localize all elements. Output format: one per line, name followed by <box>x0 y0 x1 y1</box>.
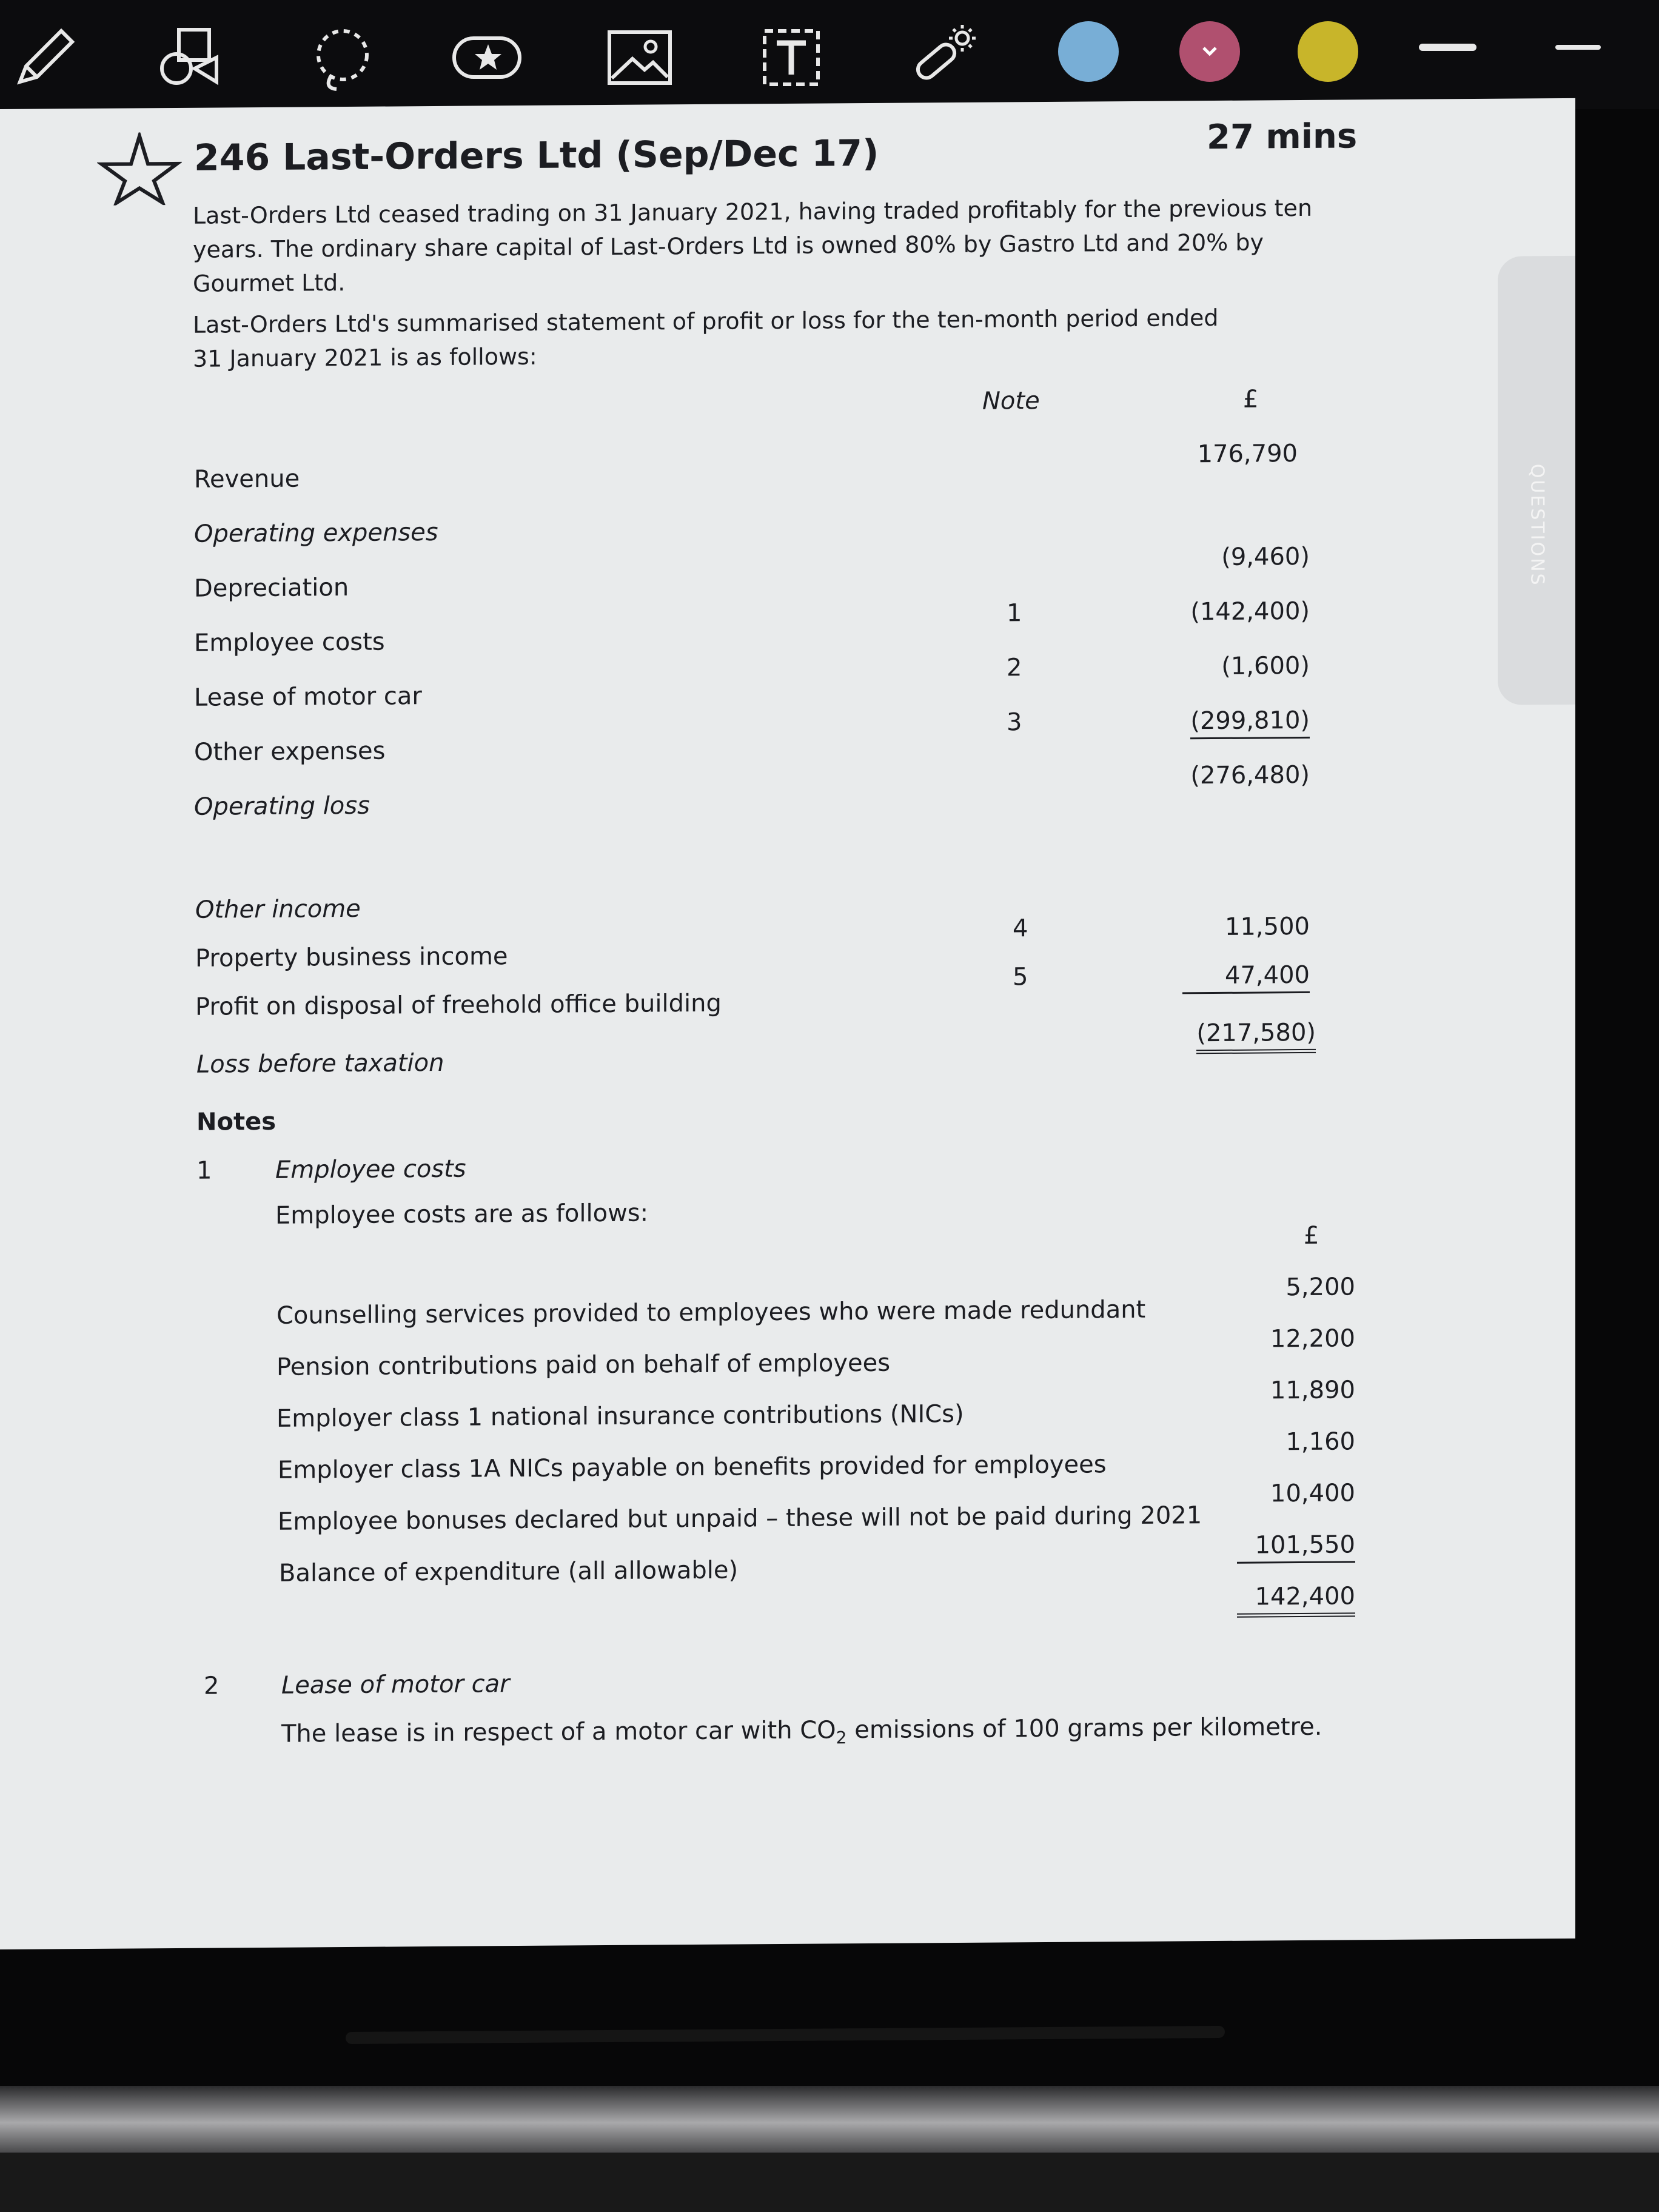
chevron-down-icon <box>1198 39 1222 64</box>
note-1-row-label: Employer class 1 national insurance contributions (NICs) <box>276 1399 964 1433</box>
operating-loss-value: (276,480) <box>1190 760 1310 790</box>
note-1-total-amount: 142,400 <box>1237 1582 1355 1617</box>
note-1-row-value: 11,890 <box>1270 1376 1355 1405</box>
lasso-tool[interactable] <box>303 18 382 97</box>
note-1-total <box>1198 1582 1355 1611</box>
property-income-label: Property business income <box>195 942 508 973</box>
lasso-icon <box>306 21 379 94</box>
depreciation-value: (9,460) <box>1221 542 1310 571</box>
revenue-value: 176,790 <box>1197 440 1298 469</box>
laser-pointer-icon <box>907 21 979 94</box>
currency-column-header: £ <box>1243 385 1259 414</box>
property-income-value: 11,500 <box>1225 912 1310 941</box>
intro-line: Gourmet Ltd. <box>193 269 346 297</box>
home-indicator[interactable] <box>346 2026 1225 2044</box>
text-box-tool[interactable] <box>752 18 831 97</box>
annotation-toolbar <box>0 0 1659 109</box>
time-allocation: 27 mins <box>1207 116 1358 158</box>
note-1-intro: Employee costs are as follows: <box>275 1199 649 1230</box>
note-1-row-label: Pension contributions paid on behalf of employees <box>276 1349 891 1381</box>
employee-costs-label: Employee costs <box>194 628 385 657</box>
note-1-row-label: Employer class 1A NICs payable on benefits provided for employees <box>278 1450 1107 1484</box>
document-page <box>0 98 1575 1949</box>
intro-line: 31 January 2021 is as follows: <box>193 343 537 372</box>
questions-tab-label: QUESTIONS <box>1526 463 1548 587</box>
shapes-icon <box>155 21 227 94</box>
note-1-currency-header: £ <box>1304 1221 1319 1250</box>
desk-surface <box>0 2153 1659 2212</box>
note-2-number: 2 <box>204 1672 220 1700</box>
other-expenses-value <box>1152 706 1310 736</box>
operating-expenses-heading: Operating expenses <box>194 518 438 548</box>
note-1-row-label: Balance of expenditure (all allowable) <box>279 1556 739 1587</box>
revenue-label: Revenue <box>194 464 300 494</box>
note-1-row-amount: 101,550 <box>1237 1530 1355 1563</box>
question-title: 246 Last-Orders Ltd (Sep/Dec 17) <box>194 132 879 179</box>
disposal-profit-label: Profit on disposal of freehold office building <box>195 989 722 1021</box>
questions-side-tab[interactable] <box>1498 256 1575 705</box>
disposal-profit-note: 5 <box>1013 963 1028 991</box>
lease-value: (1,600) <box>1221 651 1310 680</box>
sticker-tool[interactable] <box>449 18 528 97</box>
note-1-row-value: 12,200 <box>1270 1324 1355 1353</box>
other-expenses-amount: (299,810) <box>1190 706 1310 739</box>
star-bookmark-icon[interactable] <box>97 132 182 206</box>
thin-stroke-option[interactable] <box>1555 45 1601 50</box>
loss-before-tax-value <box>1158 1019 1316 1048</box>
image-tool[interactable] <box>600 18 679 97</box>
other-expenses-label: Other expenses <box>194 737 386 766</box>
depreciation-label: Depreciation <box>194 573 349 603</box>
note-2-text-subscript: 2 <box>836 1728 847 1748</box>
property-income-note: 4 <box>1013 914 1028 943</box>
notes-heading: Notes <box>196 1107 276 1136</box>
note-2-text-a: The lease is in respect of a motor car with CO <box>281 1716 836 1748</box>
thick-stroke-option[interactable] <box>1419 44 1476 51</box>
color-swatch-magenta[interactable] <box>1179 21 1240 82</box>
intro-line: Last-Orders Ltd ceased trading on 31 January 2021, having traded profitably for the previous ten <box>193 194 1313 229</box>
pen-icon <box>9 21 82 94</box>
loss-before-tax-label: Loss before taxation <box>196 1048 444 1079</box>
note-2-text-b: emissions of 100 grams per kilometre. <box>846 1712 1322 1744</box>
disposal-profit-value <box>1152 961 1310 990</box>
note-1-row-value: 1,160 <box>1285 1427 1355 1456</box>
employee-costs-note: 1 <box>1007 599 1022 628</box>
operating-loss-label: Operating loss <box>194 791 370 821</box>
laser-pointer-tool[interactable] <box>903 18 982 97</box>
other-expenses-note: 3 <box>1007 708 1022 737</box>
intro-line: years. The ordinary share capital of Last-Orders Ltd is owned 80% by Gastro Ltd and 20% by <box>193 229 1264 263</box>
employee-costs-value: (142,400) <box>1190 597 1310 626</box>
note-1-row-label: Employee bonuses declared but unpaid – these will not be paid during 2021 <box>278 1501 1202 1536</box>
text-box-icon <box>755 21 828 94</box>
note-2-text <box>281 1713 1322 1752</box>
note-1-row-label: Counselling services provided to employees who were made redundant <box>276 1295 1146 1330</box>
note-column-header: Note <box>982 387 1040 415</box>
pen-tool[interactable] <box>6 18 85 97</box>
note-1-row-value: 10,400 <box>1270 1479 1355 1508</box>
sticker-icon <box>452 21 525 94</box>
note-1-title: Employee costs <box>275 1155 466 1184</box>
note-1-number: 1 <box>196 1156 212 1185</box>
lease-note: 2 <box>1007 654 1022 682</box>
loss-before-tax-amount: (217,580) <box>1196 1019 1316 1054</box>
disposal-profit-amount: 47,400 <box>1182 961 1310 994</box>
note-1-row-value <box>1198 1530 1355 1560</box>
intro-paragraph-1 <box>193 191 1312 301</box>
note-1-row-value: 5,200 <box>1285 1273 1355 1302</box>
color-swatch-blue[interactable] <box>1058 21 1119 82</box>
note-2-title: Lease of motor car <box>281 1670 510 1700</box>
image-icon <box>603 21 676 94</box>
color-swatch-yellow[interactable] <box>1298 21 1358 82</box>
intro-paragraph-2 <box>193 301 1218 376</box>
lease-label: Lease of motor car <box>194 682 422 712</box>
other-income-heading: Other income <box>195 894 361 924</box>
device-bezel-reflection <box>0 2086 1659 2153</box>
intro-line: Last-Orders Ltd's summarised statement of profit or loss for the ten-month period ended <box>193 304 1219 338</box>
shapes-tool[interactable] <box>152 18 230 97</box>
